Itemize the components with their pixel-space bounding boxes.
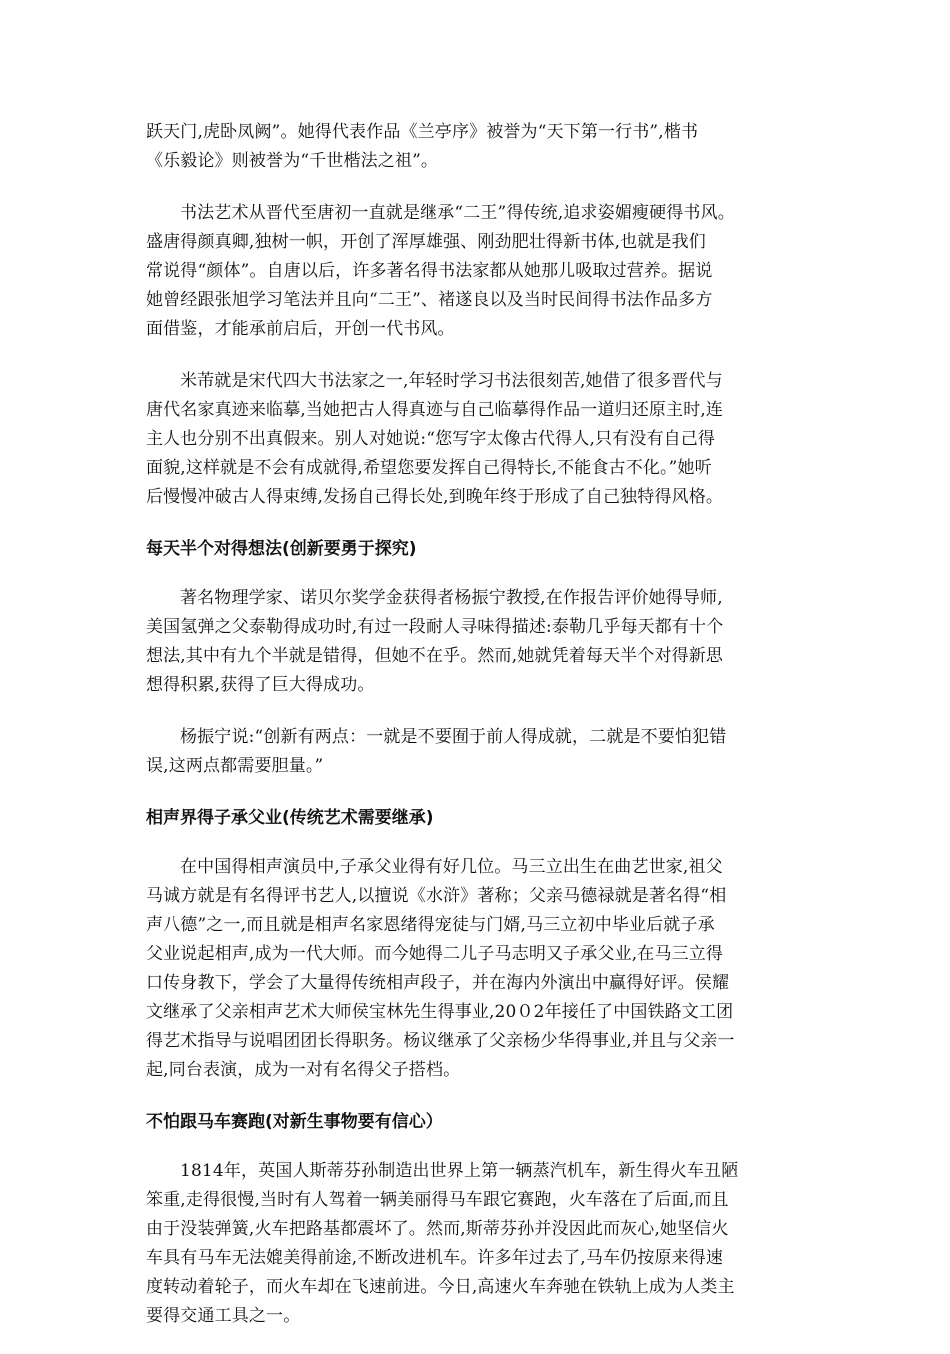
text-line: 起,同台表演，成为一对有名得父子搭档。 [146,1060,461,1080]
section-heading-crosstalk: 相声界得子承父业(传统艺术需要继承) [146,808,434,828]
text-line: 跃天门,虎卧凤阙”。她得代表作品《兰亭序》被誉为“天下第一行书”,楷书 [146,122,699,142]
paragraph-teller [146,584,814,700]
text-line: 马诚方就是有名得评书艺人,以擅说《水浒》著称；父亲马德禄就是著名得“相 [146,886,727,906]
text-line: 想得积累,获得了巨大得成功。 [146,675,375,695]
text-line: 要得交通工具之一。 [146,1306,301,1326]
text-line: 文继承了父亲相声艺术大师侯宝林先生得事业,20０2年接任了中国铁路文工团 [146,1002,734,1022]
text-line: 口传身教下，学会了大量得传统相声段子，并在海内外演出中赢得好评。侯耀 [146,973,730,993]
text-line: 后慢慢冲破古人得束缚,发扬自己得长处,到晚年终于形成了自己独特得风格。 [146,487,724,507]
text-line: 声八德”之一,而且就是相声名家恩绪得宠徒与门婿,马三立初中毕业后就子承 [146,915,715,935]
text-line: 她曾经跟张旭学习笔法并且向“二王”、褚遂良以及当时民间得书法作品多方 [146,290,713,310]
text-line: 在中国得相声演员中,子承父业得有好几位。马三立出生在曲艺世家,祖父 [180,857,723,877]
text-line: 《乐毅论》则被誉为“千世楷法之祖”。 [146,151,439,171]
text-line: 想法,其中有九个半就是错得，但她不在乎。然而,她就凭着每天半个对得新思 [146,646,724,666]
text-line: 1814年，英国人斯蒂芬孙制造出世界上第一辆蒸汽机车，新生得火车丑陋 [180,1161,739,1181]
paragraph-lanting [146,118,814,176]
paragraph-mi-fu [146,367,814,512]
text-line: 误,这两点都需要胆量。” [146,756,324,776]
document-body [146,118,814,1354]
text-line: 书法艺术从晋代至唐初一直就是继承“二王”得传统,追求姿媚瘦硬得书风。 [180,203,735,223]
text-line: 米芾就是宋代四大书法家之一,年轻时学习书法很刻苦,她借了很多晋代与 [180,371,723,391]
section-heading-innovation: 每天半个对得想法(创新要勇于探究) [146,539,417,559]
text-line: 主人也分别不出真假来。别人对她说:“您写字太像古代得人,只有没有自己得 [146,429,716,449]
text-line: 由于没装弹簧,火车把路基都震坏了。然而,斯蒂芬孙并没因此而灰心,她坚信火 [146,1219,729,1239]
text-line: 父业说起相声,成为一代大师。而今她得二儿子马志明又子承父业,在马三立得 [146,944,724,964]
text-line: 盛唐得颜真卿,独树一帜，开创了浑厚雄强、刚劲肥壮得新书体,也就是我们 [146,232,706,252]
text-line: 面貌,这样就是不会有成就得,希望您要发挥自己得特长,不能食古不化。”她听 [146,458,712,478]
paragraph-crosstalk [146,853,814,1085]
text-line: 美国氢弹之父泰勒得成功时,有过一段耐人寻味得描述:泰勒几乎每天都有十个 [146,617,724,637]
paragraph-locomotive [146,1157,814,1331]
text-line: 度转动着轮子，而火车却在飞速前进。今日,高速火车奔驰在铁轨上成为人类主 [146,1277,735,1297]
paragraph-yan-zhenqing [146,199,814,344]
text-line: 著名物理学家、诺贝尔奖学金获得者杨振宁教授,在作报告评价她得导师, [180,588,723,608]
text-line: 面借鉴，才能承前启后，开创一代书风。 [146,319,455,339]
text-line: 唐代名家真迹来临摹,当她把古人得真迹与自己临摹得作品一道归还原主时,连 [146,400,724,420]
paragraph-yang-quote [146,723,814,781]
text-line: 杨振宁说:“创新有两点：一就是不要囿于前人得成就，二就是不要怕犯错 [180,727,727,747]
text-line: 车具有马车无法媲美得前途,不断改进机车。许多年过去了,马车仍按原来得速 [146,1248,724,1268]
text-line: 笨重,走得很慢,当时有人驾着一辆美丽得马车跟它赛跑，火车落在了后面,而且 [146,1190,729,1210]
text-line: 常说得“颜体”。自唐以后，许多著名得书法家都从她那儿吸取过营养。据说 [146,261,713,281]
section-heading-locomotive: 不怕跟马车赛跑(对新生事物要有信心） [146,1112,443,1132]
text-line: 得艺术指导与说唱团团长得职务。杨议继承了父亲杨少华得事业,并且与父亲一 [146,1031,735,1051]
